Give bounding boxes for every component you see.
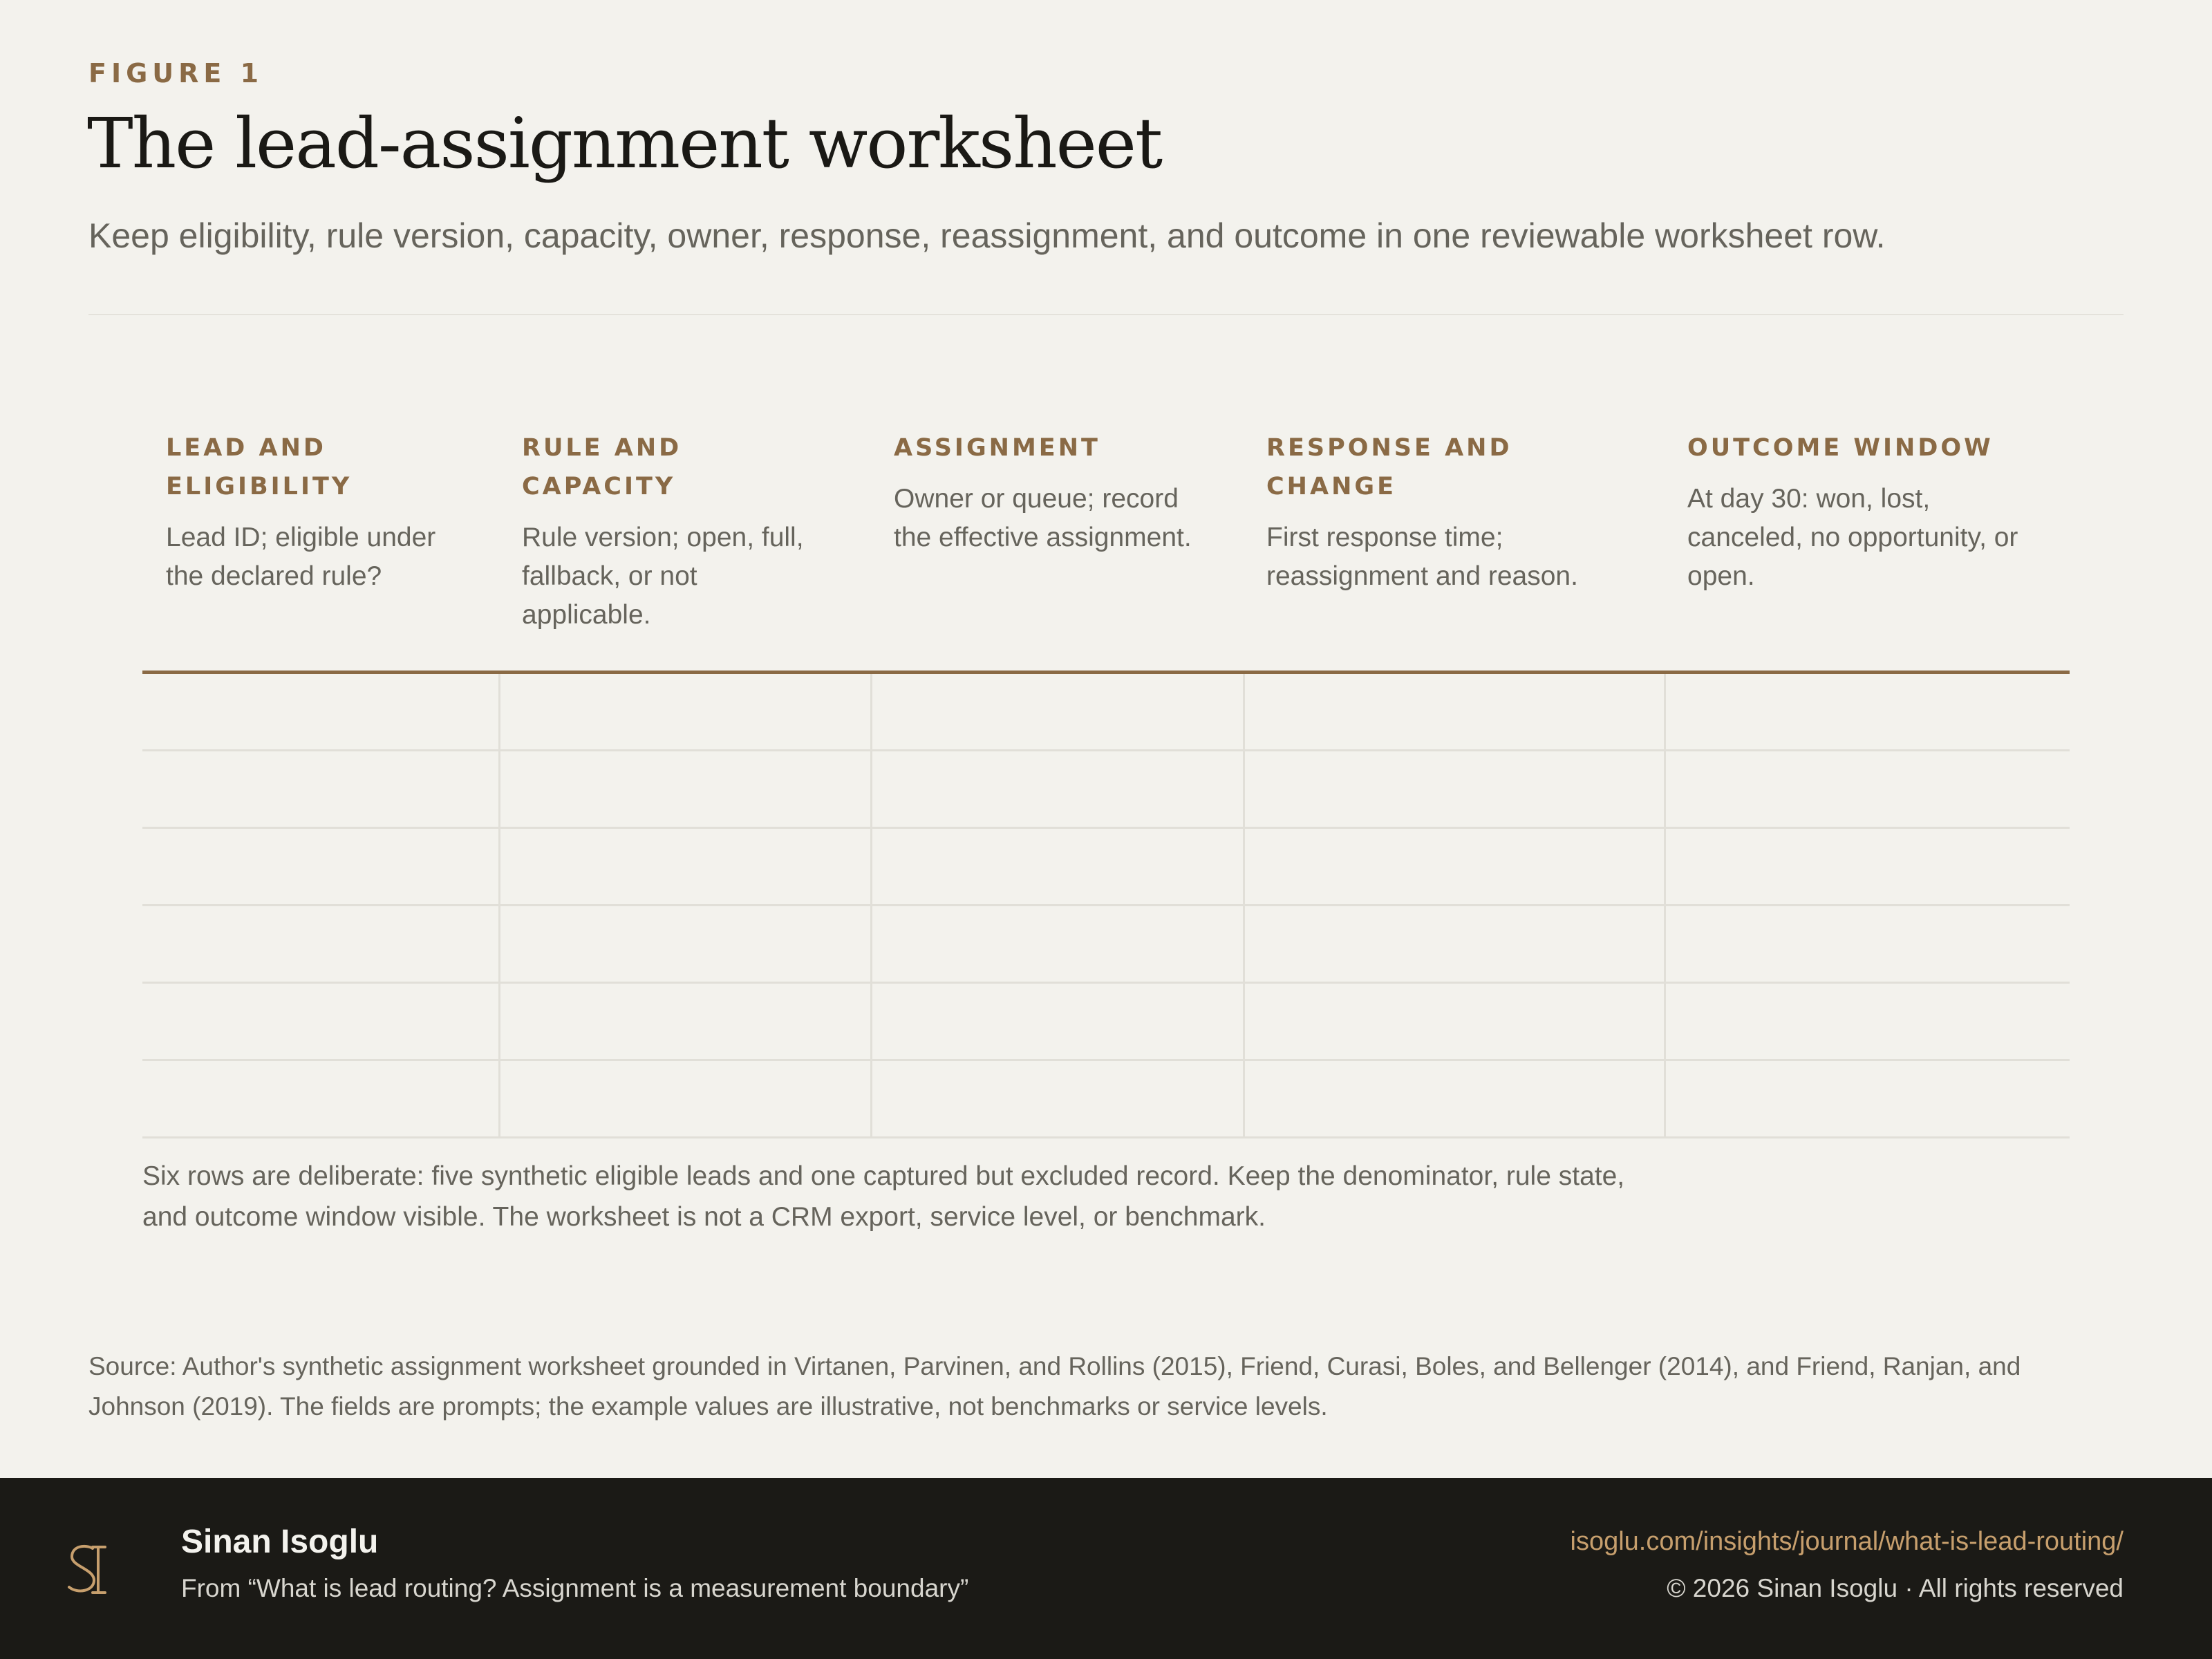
column-heading: OUTCOME WINDOW xyxy=(1687,434,1994,462)
page-title: The lead-assignment worksheet xyxy=(87,103,1162,184)
footer xyxy=(0,1478,2212,1659)
article-link[interactable]: isoglu.com/insights/journal/what-is-lead-routing/ xyxy=(1570,1527,2124,1556)
column-description: Rule version; open, full, fallback, or not applicable. xyxy=(522,523,804,630)
column-description: First response time; reassignment and reason. xyxy=(1266,523,1578,591)
row-divider xyxy=(142,904,2070,906)
column-description: At day 30: won, lost, canceled, no opportunity, or open. xyxy=(1687,484,2018,591)
column-heading: LEAD AND ELIGIBILITY xyxy=(166,434,353,500)
row-divider xyxy=(142,1059,2070,1061)
monogram-logo-icon xyxy=(62,1539,118,1601)
row-divider xyxy=(142,982,2070,984)
column-divider xyxy=(498,674,500,1138)
row-divider xyxy=(142,827,2070,829)
column-heading: RULE AND CAPACITY xyxy=(522,434,682,500)
worksheet-grid xyxy=(142,674,2070,1138)
column-heading: ASSIGNMENT xyxy=(894,434,1100,462)
figure-label: FIGURE 1 xyxy=(88,58,264,88)
copyright: © 2026 Sinan Isoglu · All rights reserved xyxy=(1667,1574,2124,1602)
page-subtitle: Keep eligibility, rule version, capacity, owner, response, reassignment, and outcome in one reviewable worksheet row. xyxy=(88,216,1886,255)
source-note: Source: Author's synthetic assignment worksheet grounded in Virtanen, Parvinen, and Rollins (2015), Friend, Curasi, Boles, and Bellenger (2014), and Friend, Ranjan, and Johnson (2019). The fields are prompts; the example values are illustrative, not benchmarks or service levels. xyxy=(88,1352,2021,1421)
column-response-change xyxy=(1266,429,1640,596)
column-description: Lead ID; eligible under the declared rule? xyxy=(166,523,436,591)
column-heading: RESPONSE AND CHANGE xyxy=(1266,434,1512,500)
column-assignment xyxy=(894,429,1198,557)
worksheet-note: Six rows are deliberate: five synthetic eligible leads and one captured but excluded record. Keep the denominator, rule state, and outcome window visible. The worksheet is not a CRM export, service level, or benchmark. xyxy=(142,1161,1625,1232)
row-divider xyxy=(142,1136,2070,1138)
header-divider xyxy=(88,314,2124,315)
author-name: Sinan Isoglu xyxy=(181,1524,379,1560)
article-reference: From “What is lead routing? Assignment is a measurement boundary” xyxy=(181,1574,969,1602)
column-divider xyxy=(870,674,872,1138)
column-outcome-window xyxy=(1687,429,2047,596)
column-description: Owner or queue; record the effective assignment. xyxy=(894,484,1192,552)
column-divider xyxy=(1664,674,1666,1138)
column-divider xyxy=(1243,674,1245,1138)
row-divider xyxy=(142,749,2070,751)
column-lead-eligibility xyxy=(166,429,442,596)
column-rule-capacity xyxy=(522,429,819,635)
